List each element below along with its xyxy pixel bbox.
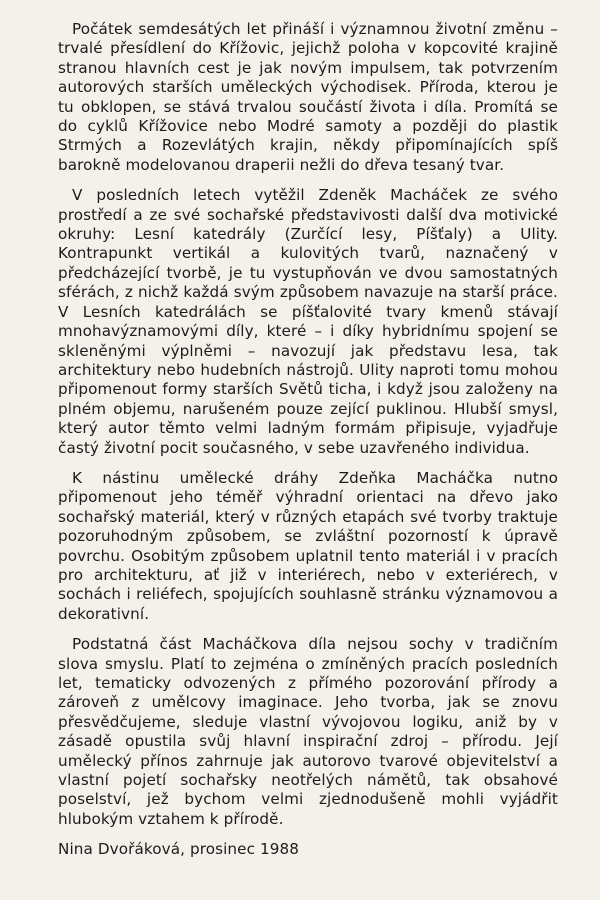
paragraph-1: Počátek semdesátých let přináší i významnou životní změnu – trvalé přesídlení do Křížovic, jejichž poloha v kopcovité krajině stranou hlavních cest je jak novým impulsem, tak potvrzením autorových starších uměleckých východisek. Příroda, kterou je tu obklopen, se stává trvalou součástí života i díla. Promítá se do cyklů Křížovice nebo Modré samoty a později do plastik Strmých a Rozevlátých krajin, někdy připomínajících spíš barokně modelovanou draperii nežli do dřeva tesaný tvar. [58,20,558,174]
paragraph-4: Podstatná část Macháčkova díla nejsou sochy v tradičním slova smyslu. Platí to zejména o zmíněných pracích posledních let, tematicky odvozených z přímého pozorování přírody a zároveň z umělcovy imaginace. Jeho tvorba, jak se znovu přesvědčujeme, sleduje vlastní vývojovou logiku, aniž by v zásadě opustila svůj hlavní inspirační zdroj – přírodu. Její umělecký přínos zahrnuje jak autorovo tvarové objevitelství a vlastní pojetí sochařsky neotřelých námětů, tak obsahové poselství, jež bychom velmi zjednodušeně mohli vyjádřit hlubokým vztahem k přírodě. [58,635,558,828]
article-body [58,20,558,860]
paragraph-3: K nástinu umělecké dráhy Zdeňka Macháčka nutno připomenout jeho téměř výhradní orientaci na dřevo jako sochařský materiál, který v různých etapách své tvorby traktuje pozoruhodným způsobem, se zvláštní pozorností k úpravě povrchu. Osobitým způsobem uplatnil tento materiál i v pracích pro architekturu, ať již v interiérech, nebo v exteriérech, v sochách i reliéfech, spojujících souhlasně stránku významovou a dekorativní. [58,468,558,623]
author-signature: Nina Dvořáková, prosinec 1988 [58,840,300,859]
paragraph-2: V posledních letech vytěžil Zdeněk Macháček ze svého prostředí a ze své sochařské představivosti další dva motivické okruhy: Lesní katedrály (Zurčící lesy, Píšťaly) a Ulity. Kontrapunkt vertikál a kulovitých tvarů, naznačený v předcházející tvorbě, je tu vystupňován ve dvou samostatných sférách, z nichž každá svým způsobem navazuje na starší práce. V Lesních katedrálách se píšťalovité tvary kmenů stávají mnohavýznamovými díly, které – i díky hybridnímu spojení se skleněnými výplněmi – navozují jak představu lesa, tak architektury nebo hudebních nástrojů. Ulity naproti tomu mohou připomenout formy starších Světů ticha, i když jsou založeny na plném objemu, narušeném pouze zející puklinou. Hlubší smysl, který autor těmto velmi ladným formám připisuje, vyjadřuje častý životní pocit současného, v sebe uzavřeného individua. [58,186,558,457]
